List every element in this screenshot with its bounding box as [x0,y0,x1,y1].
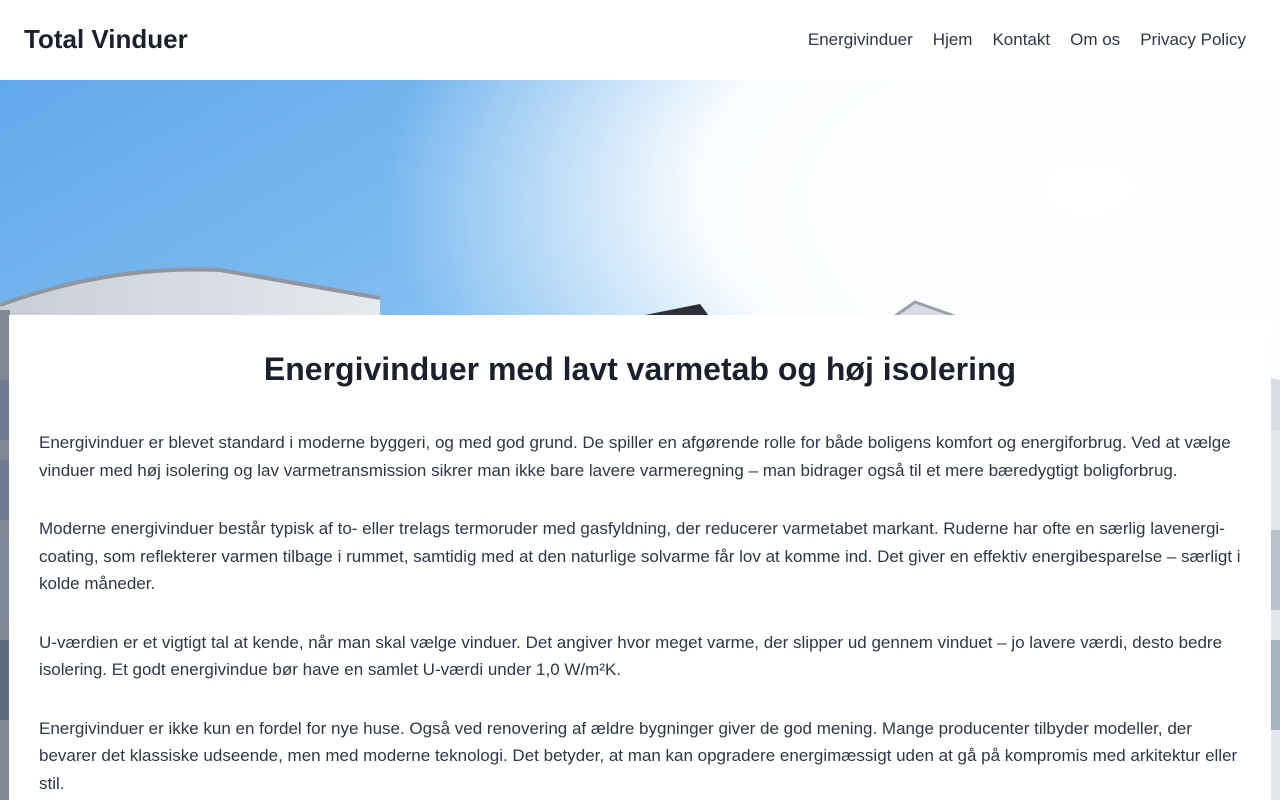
site-title-link[interactable]: Total Vinduer [24,24,188,54]
nav-item-energivinduer[interactable]: Energivinduer [807,30,913,49]
nav-item-hjem[interactable]: Hjem [932,30,973,49]
nav-item-om-os[interactable]: Om os [1070,30,1121,49]
page-title: Energivinduer med lavt varmetab og høj isolering [263,351,1017,387]
nav-item-privacy-policy[interactable]: Privacy Policy [1140,30,1246,49]
main-navigation [798,0,1256,80]
paragraph-termoruder: Moderne energivinduer består typisk af to- eller trelags termoruder med gasfyldning, der reducerer varmetabet markant. Ruderne har ofte en særlig lavenergi-coating, som reflekterer varmen tilbage i rummet, samtidig med at den naturlige solvarme får lov at komme ind. Det giver en effektiv energibesparelse – særligt i kolde måneder. [39,519,1241,593]
main-content [9,315,1271,800]
nav-item-kontakt[interactable]: Kontakt [992,30,1051,49]
site-header [0,0,1280,80]
paragraph-renovering: Energivinduer er ikke kun en fordel for nye huse. Også ved renovering af ældre bygninger giver de god mening. Mange producenter tilbyder modeller, der bevarer det klassiske udseende, men med moderne teknologi. Det betyder, at man kan opgradere energimæssigt uden at gå på kompromis med arkitektur eller stil. [39,718,1238,793]
paragraph-u-vaerdi: U-værdien er et vigtigt tal at kende, når man skal vælge vinduer. Det angiver hvor meget varme, der slipper ud gennem vinduet – jo lavere værdi, desto bedre isolering. Et godt energivindue bør have en samlet U-værdi under 1,0 W/m²K. [39,632,1223,679]
paragraph-intro: Energivinduer er blevet standard i moderne byggeri, og med god grund. De spiller en afgørende rolle for både boligens komfort og energiforbrug. Ved at vælge vinduer med høj isolering og lav varmetransmission sikrer man ikke bare lavere varmeregning – man bidrager også til et mere bæredygtigt boligforbrug. [39,433,1231,480]
